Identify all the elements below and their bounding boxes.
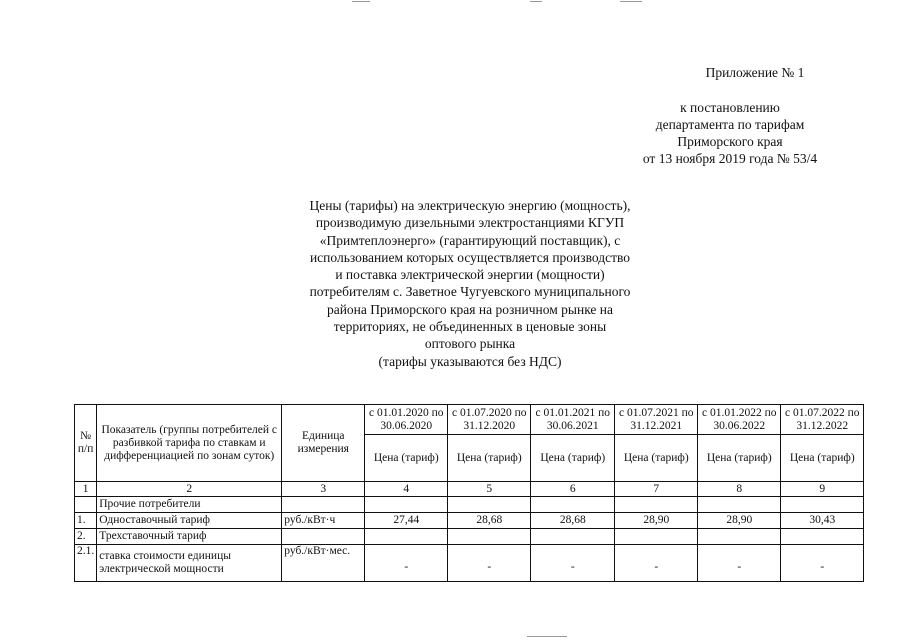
row-no: 1. bbox=[75, 513, 97, 529]
row-value: 28,68 bbox=[531, 513, 615, 529]
group-label: Прочие потребители bbox=[97, 497, 282, 513]
empty-cell bbox=[531, 497, 615, 513]
column-number: 2 bbox=[97, 482, 282, 497]
row-value: 28,90 bbox=[698, 513, 781, 529]
group-row bbox=[75, 497, 864, 513]
header-indicator: Показатель (группы потребителей с разбивкой тарифа по ставкам и дифференциацией по зонам суток) bbox=[97, 405, 282, 482]
row-value: - bbox=[781, 545, 864, 582]
row-value: - bbox=[365, 545, 448, 582]
scan-mark bbox=[530, 1, 542, 2]
row-value bbox=[781, 529, 864, 545]
header-price: Цена (тариф) bbox=[365, 435, 448, 482]
header-period: с 01.01.2021 по 30.06.2021 bbox=[531, 405, 615, 435]
scan-mark bbox=[527, 636, 567, 637]
table-row bbox=[75, 545, 864, 582]
title-line: оптового рынка bbox=[424, 336, 516, 352]
empty-cell bbox=[448, 497, 531, 513]
row-value: 28,68 bbox=[448, 513, 531, 529]
header-period: с 01.07.2021 по 31.12.2021 bbox=[615, 405, 698, 435]
row-value: 30,43 bbox=[781, 513, 864, 529]
column-number: 3 bbox=[282, 482, 365, 497]
column-number: 8 bbox=[698, 482, 781, 497]
title-line: и поставка электрической энергии (мощности) bbox=[335, 267, 605, 283]
title-line: потребителям с. Заветное Чугуевского муниципального bbox=[309, 284, 631, 300]
table-row bbox=[75, 513, 864, 529]
header-price: Цена (тариф) bbox=[448, 435, 531, 482]
title-line: территориях, не объединенных в ценовые зоны bbox=[333, 319, 607, 335]
appendix-block bbox=[560, 64, 900, 167]
table-row bbox=[75, 529, 864, 545]
row-unit: руб./кВт·ч bbox=[282, 513, 365, 529]
header-price: Цена (тариф) bbox=[781, 435, 864, 482]
scan-mark bbox=[620, 1, 642, 2]
header-no: № п/п bbox=[75, 405, 97, 482]
title-line: Цены (тарифы) на электрическую энергию (мощность), bbox=[309, 198, 631, 213]
header-price: Цена (тариф) bbox=[531, 435, 615, 482]
title-line: использованием которых осуществляется производство bbox=[309, 249, 631, 265]
row-value bbox=[698, 529, 781, 545]
header-period: с 01.07.2020 по 31.12.2020 bbox=[448, 405, 531, 435]
column-number: 6 bbox=[531, 482, 615, 497]
header-price: Цена (тариф) bbox=[615, 435, 698, 482]
row-value: - bbox=[531, 545, 615, 582]
row-name: Трехставочный тариф bbox=[97, 529, 282, 545]
column-number: 1 bbox=[75, 482, 97, 497]
appendix-line-3: Приморского края bbox=[677, 134, 783, 149]
column-number: 9 bbox=[781, 482, 864, 497]
appendix-line-2: департамента по тарифам bbox=[655, 117, 805, 132]
empty-cell bbox=[781, 497, 864, 513]
title-line: производимую дизельными электростанциями КГУП bbox=[315, 215, 625, 231]
row-value: - bbox=[448, 545, 531, 582]
scan-mark bbox=[352, 1, 370, 2]
appendix-line-4: от 13 ноября 2019 года № 53/4 bbox=[642, 151, 818, 166]
header-unit: Единица измерения bbox=[282, 405, 365, 482]
row-no: 2.1. bbox=[75, 545, 97, 582]
title-line: (тарифы указываются без НДС) bbox=[378, 353, 562, 369]
row-value bbox=[365, 529, 448, 545]
tariff-table bbox=[74, 404, 864, 582]
row-unit bbox=[282, 529, 365, 545]
empty-cell bbox=[365, 497, 448, 513]
title-line: «Примтеплоэнерго» (гарантирующий поставщик), с bbox=[319, 232, 621, 248]
empty-cell bbox=[282, 497, 365, 513]
row-value bbox=[531, 529, 615, 545]
column-number: 7 bbox=[615, 482, 698, 497]
row-value bbox=[448, 529, 531, 545]
empty-cell bbox=[615, 497, 698, 513]
column-number-row bbox=[75, 482, 864, 497]
row-value: 28,90 bbox=[615, 513, 698, 529]
row-name: ставка стоимости единицы электрической мощности bbox=[97, 545, 282, 582]
row-value bbox=[615, 529, 698, 545]
empty-cell bbox=[698, 497, 781, 513]
row-value: - bbox=[615, 545, 698, 582]
header-price: Цена (тариф) bbox=[698, 435, 781, 482]
column-number: 4 bbox=[365, 482, 448, 497]
header-row-periods bbox=[75, 405, 864, 435]
row-value: - bbox=[698, 545, 781, 582]
header-period: с 01.01.2020 по 30.06.2020 bbox=[365, 405, 448, 435]
row-value: 27,44 bbox=[365, 513, 448, 529]
row-no: 2. bbox=[75, 529, 97, 545]
header-period: с 01.07.2022 по 31.12.2022 bbox=[781, 405, 864, 435]
row-unit: руб./кВт·мес. bbox=[282, 545, 365, 582]
title-line: района Приморского края на розничном рынке на bbox=[326, 301, 614, 317]
document-title bbox=[270, 197, 670, 370]
appendix-number: Приложение № 1 bbox=[705, 65, 805, 80]
row-name: Одноставочный тариф bbox=[97, 513, 282, 529]
column-number: 5 bbox=[448, 482, 531, 497]
header-period: с 01.01.2022 по 30.06.2022 bbox=[698, 405, 781, 435]
group-no-cell bbox=[75, 497, 97, 513]
appendix-line-1: к постановлению bbox=[680, 100, 780, 115]
